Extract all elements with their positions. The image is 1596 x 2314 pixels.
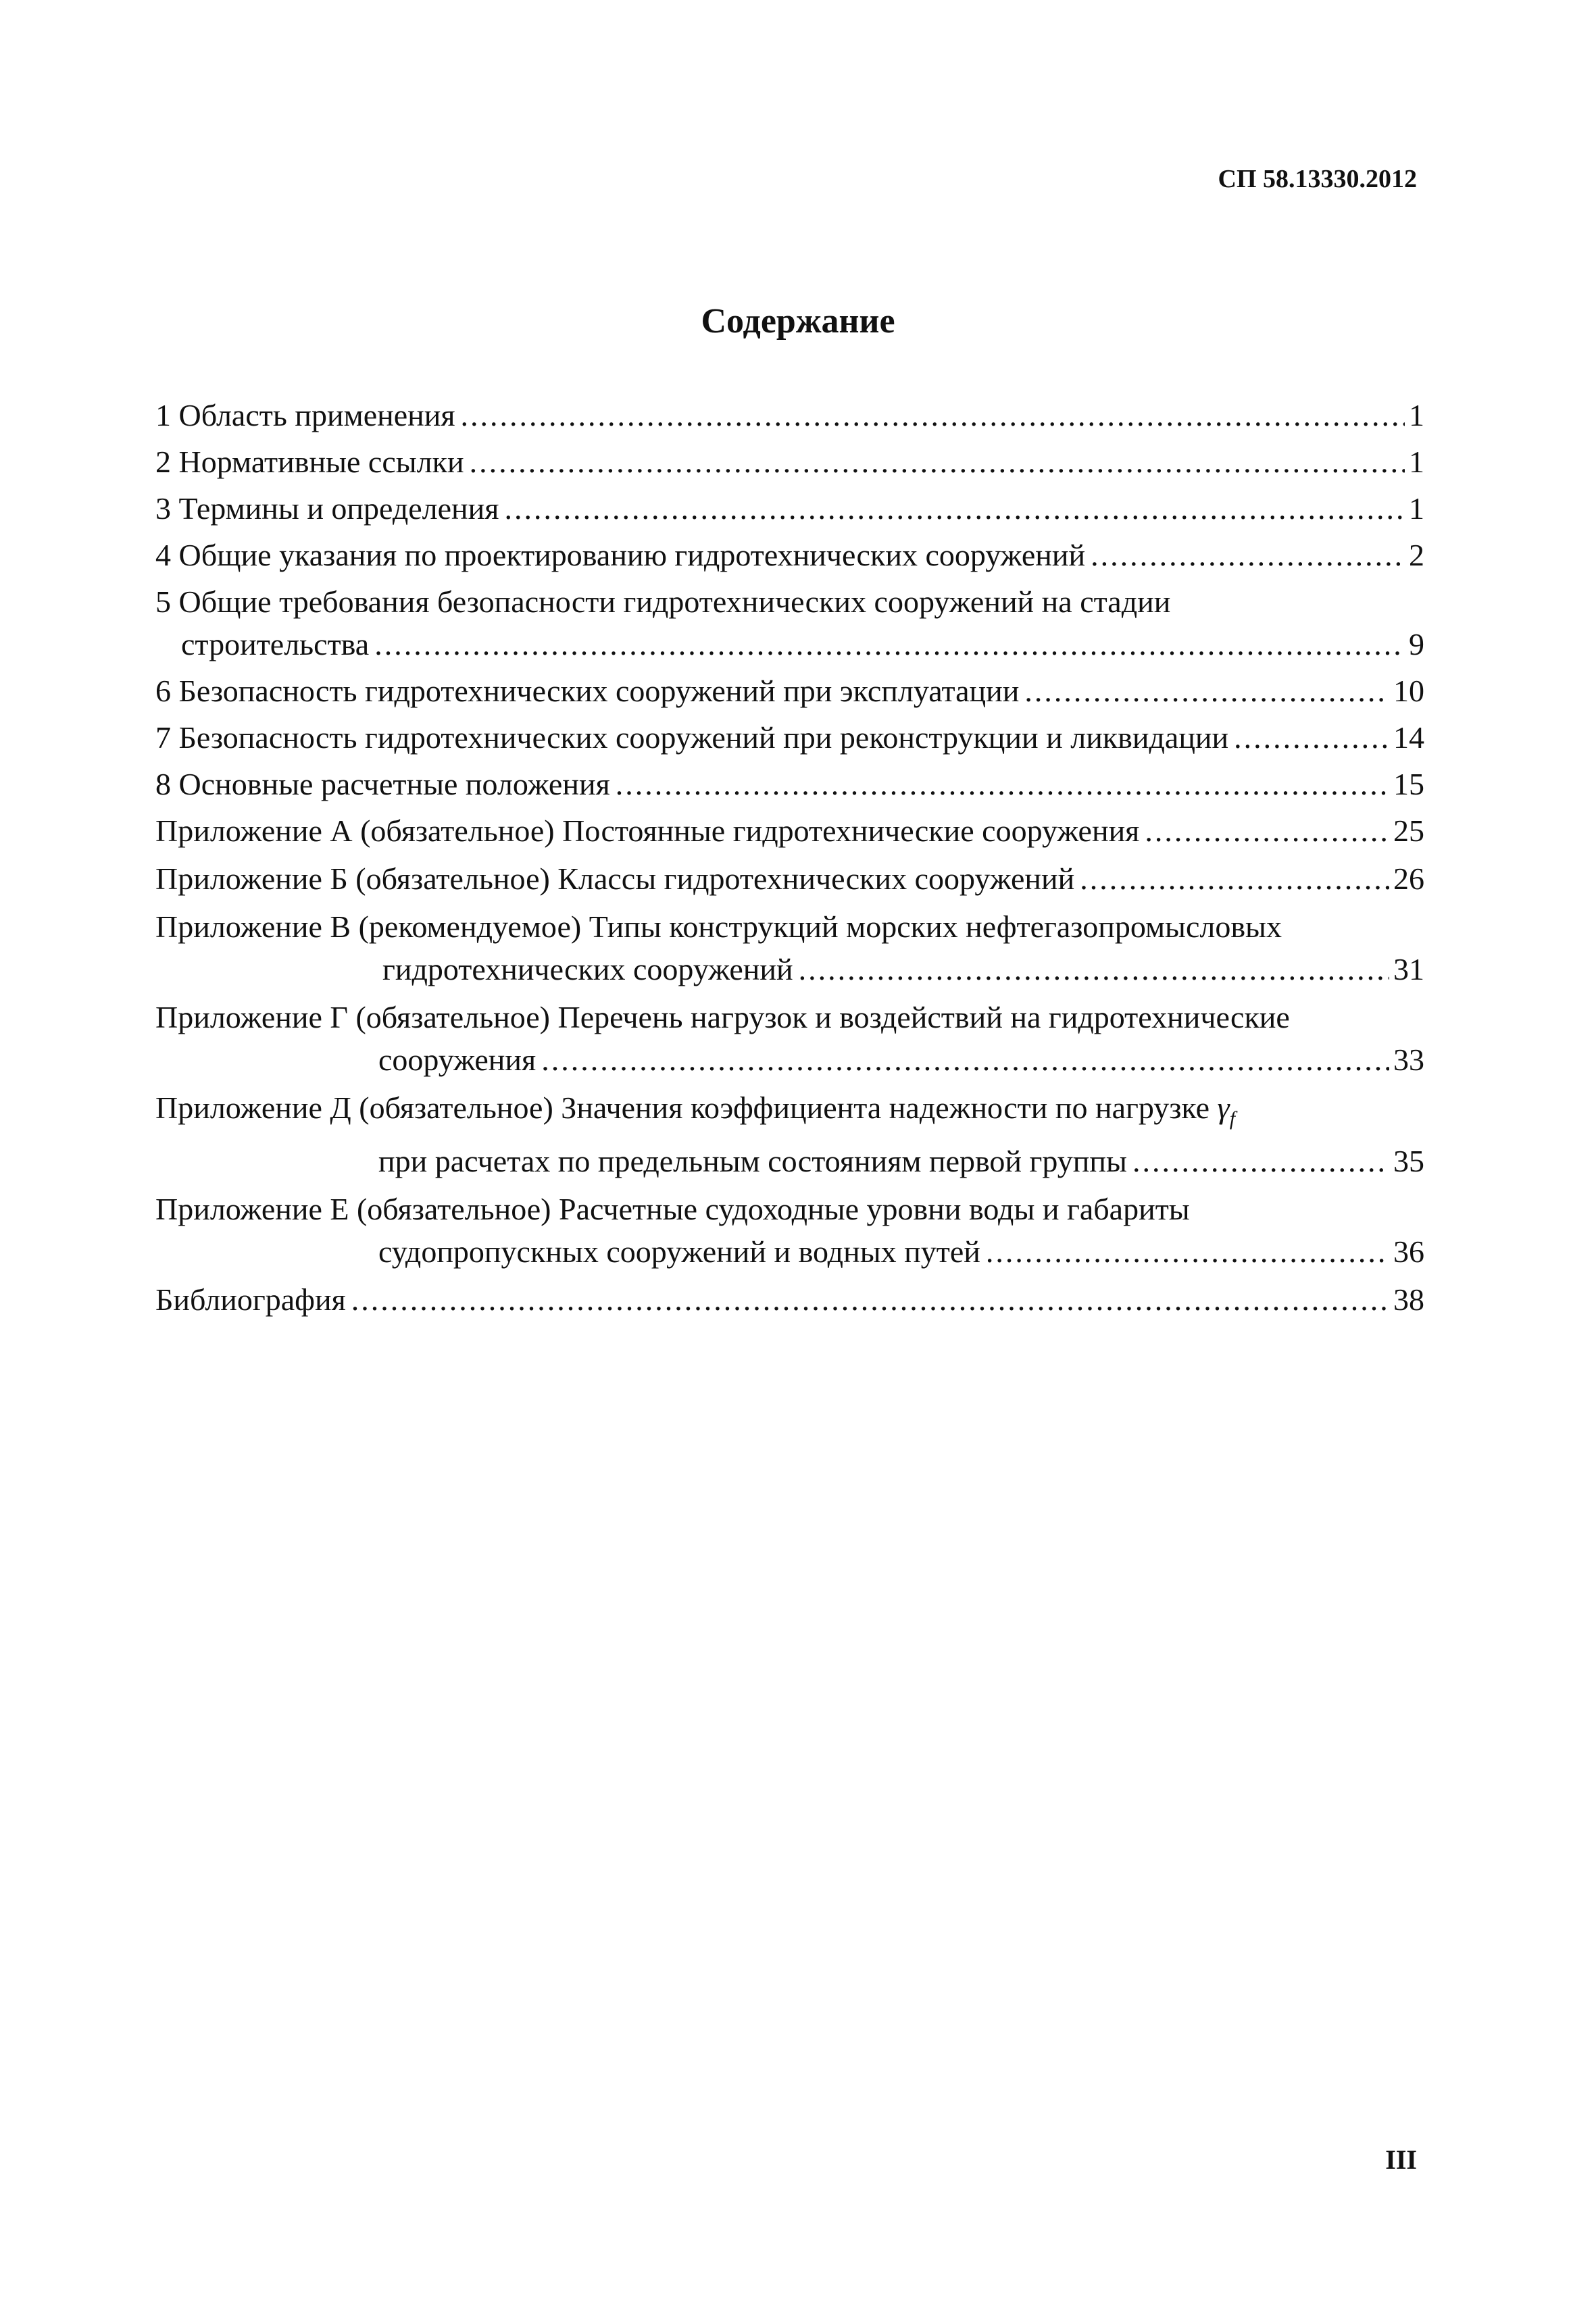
toc-entry-page: 38 bbox=[1393, 1282, 1424, 1317]
toc-entry-6[interactable] bbox=[155, 670, 1424, 712]
leader-dots bbox=[541, 1038, 1389, 1081]
toc-entry-2[interactable] bbox=[155, 441, 1424, 483]
leader-dots bbox=[616, 763, 1389, 805]
toc-entry-page: 1 bbox=[1409, 491, 1424, 526]
toc-entry-page: 1 bbox=[1409, 398, 1424, 432]
toc-entry-appendix-e[interactable] bbox=[155, 1188, 1424, 1273]
toc-entry-title: 1 Область применения bbox=[155, 398, 455, 432]
toc-entry-title: 4 Общие указания по проектированию гидротехнических сооружений bbox=[155, 538, 1086, 572]
leader-dots bbox=[799, 948, 1389, 990]
leader-dots bbox=[470, 441, 1405, 483]
toc-entry-appendix-d[interactable] bbox=[155, 1086, 1424, 1182]
toc-entry-page: 1 bbox=[1409, 445, 1424, 479]
toc-entry-appendix-g[interactable] bbox=[155, 996, 1424, 1081]
toc-entry-appendix-a[interactable] bbox=[155, 809, 1424, 852]
toc-entry-title: Библиография bbox=[155, 1282, 346, 1317]
leader-dots bbox=[986, 1230, 1389, 1273]
toc-entry-page: 35 bbox=[1393, 1144, 1424, 1179]
toc-entry-page: 2 bbox=[1409, 538, 1424, 572]
toc-entry-page: 14 bbox=[1393, 720, 1424, 755]
leader-dots bbox=[1145, 809, 1389, 852]
leader-dots bbox=[504, 487, 1405, 530]
toc-entry-title-cont: строительства bbox=[181, 627, 370, 661]
toc-entry-title-line bbox=[155, 1086, 1424, 1140]
leader-dots bbox=[374, 623, 1405, 665]
toc-entry-title-line: 5 Общие требования безопасности гидротехнических сооружений на стадии bbox=[155, 584, 1171, 619]
toc-entry-title-cont: при расчетах по предельным состояниям первой группы bbox=[378, 1144, 1127, 1179]
gamma-subscript: f bbox=[1229, 1107, 1236, 1130]
toc-entry-title-text: Приложение Д (обязательное) Значения коэффициента надежности по нагрузке bbox=[155, 1090, 1210, 1125]
toc-entry-5[interactable] bbox=[155, 580, 1424, 665]
leader-dots bbox=[351, 1278, 1389, 1321]
leader-dots bbox=[1024, 670, 1389, 712]
toc-entry-title: 8 Основные расчетные положения bbox=[155, 767, 610, 801]
page-number: III bbox=[1385, 2144, 1417, 2175]
toc-entry-title: 7 Безопасность гидротехнических сооружений при реконструкции и ликвидации bbox=[155, 720, 1229, 755]
toc-entry-7[interactable] bbox=[155, 716, 1424, 759]
toc-entry-appendix-v[interactable] bbox=[155, 905, 1424, 990]
gamma-symbol bbox=[1217, 1090, 1236, 1130]
toc-entry-page: 10 bbox=[1393, 674, 1424, 708]
toc-entry-8[interactable] bbox=[155, 763, 1424, 805]
table-of-contents bbox=[155, 394, 1424, 1325]
leader-dots bbox=[1091, 534, 1405, 576]
leader-dots bbox=[1132, 1140, 1389, 1182]
toc-entry-page: 15 bbox=[1393, 767, 1424, 801]
toc-entry-title: Приложение А (обязательное) Постоянные гидротехнические сооружения bbox=[155, 813, 1140, 848]
toc-entry-page: 31 bbox=[1393, 952, 1424, 986]
toc-entry-appendix-b[interactable] bbox=[155, 857, 1424, 900]
toc-entry-3[interactable] bbox=[155, 487, 1424, 530]
gamma-letter: γ bbox=[1217, 1090, 1230, 1125]
toc-entry-page: 9 bbox=[1409, 627, 1424, 661]
toc-entry-4[interactable] bbox=[155, 534, 1424, 576]
toc-entry-page: 25 bbox=[1393, 813, 1424, 848]
toc-entry-title-line: Приложение Г (обязательное) Перечень нагрузок и воздействий на гидротехнические bbox=[155, 1000, 1290, 1034]
toc-entry-title-cont: сооружения bbox=[378, 1042, 537, 1077]
leader-dots bbox=[1234, 716, 1389, 759]
toc-entry-title: 2 Нормативные ссылки bbox=[155, 445, 464, 479]
toc-entry-title: 3 Термины и определения bbox=[155, 491, 499, 526]
leader-dots bbox=[1080, 857, 1389, 900]
toc-title: Содержание bbox=[701, 302, 895, 341]
toc-entry-1[interactable] bbox=[155, 394, 1424, 436]
toc-entry-page: 33 bbox=[1393, 1042, 1424, 1077]
toc-entry-title: 6 Безопасность гидротехнических сооружений при эксплуатации bbox=[155, 674, 1020, 708]
document-code: СП 58.13330.2012 bbox=[1218, 165, 1417, 193]
toc-entry-title-cont: гидротехнических сооружений bbox=[382, 952, 793, 986]
leader-dots bbox=[461, 394, 1405, 436]
toc-entry-page: 36 bbox=[1393, 1234, 1424, 1269]
toc-entry-title-line: Приложение Е (обязательное) Расчетные судоходные уровни воды и габариты bbox=[155, 1192, 1190, 1227]
toc-entry-page: 26 bbox=[1393, 861, 1424, 896]
toc-entry-title-cont: судопропускных сооружений и водных путей bbox=[378, 1234, 980, 1269]
toc-entry-title-line: Приложение В (рекомендуемое) Типы конструкций морских нефтегазопромысловых bbox=[155, 909, 1282, 944]
toc-entry-title: Приложение Б (обязательное) Классы гидротехнических сооружений bbox=[155, 861, 1075, 896]
toc-entry-bibliography[interactable] bbox=[155, 1278, 1424, 1321]
